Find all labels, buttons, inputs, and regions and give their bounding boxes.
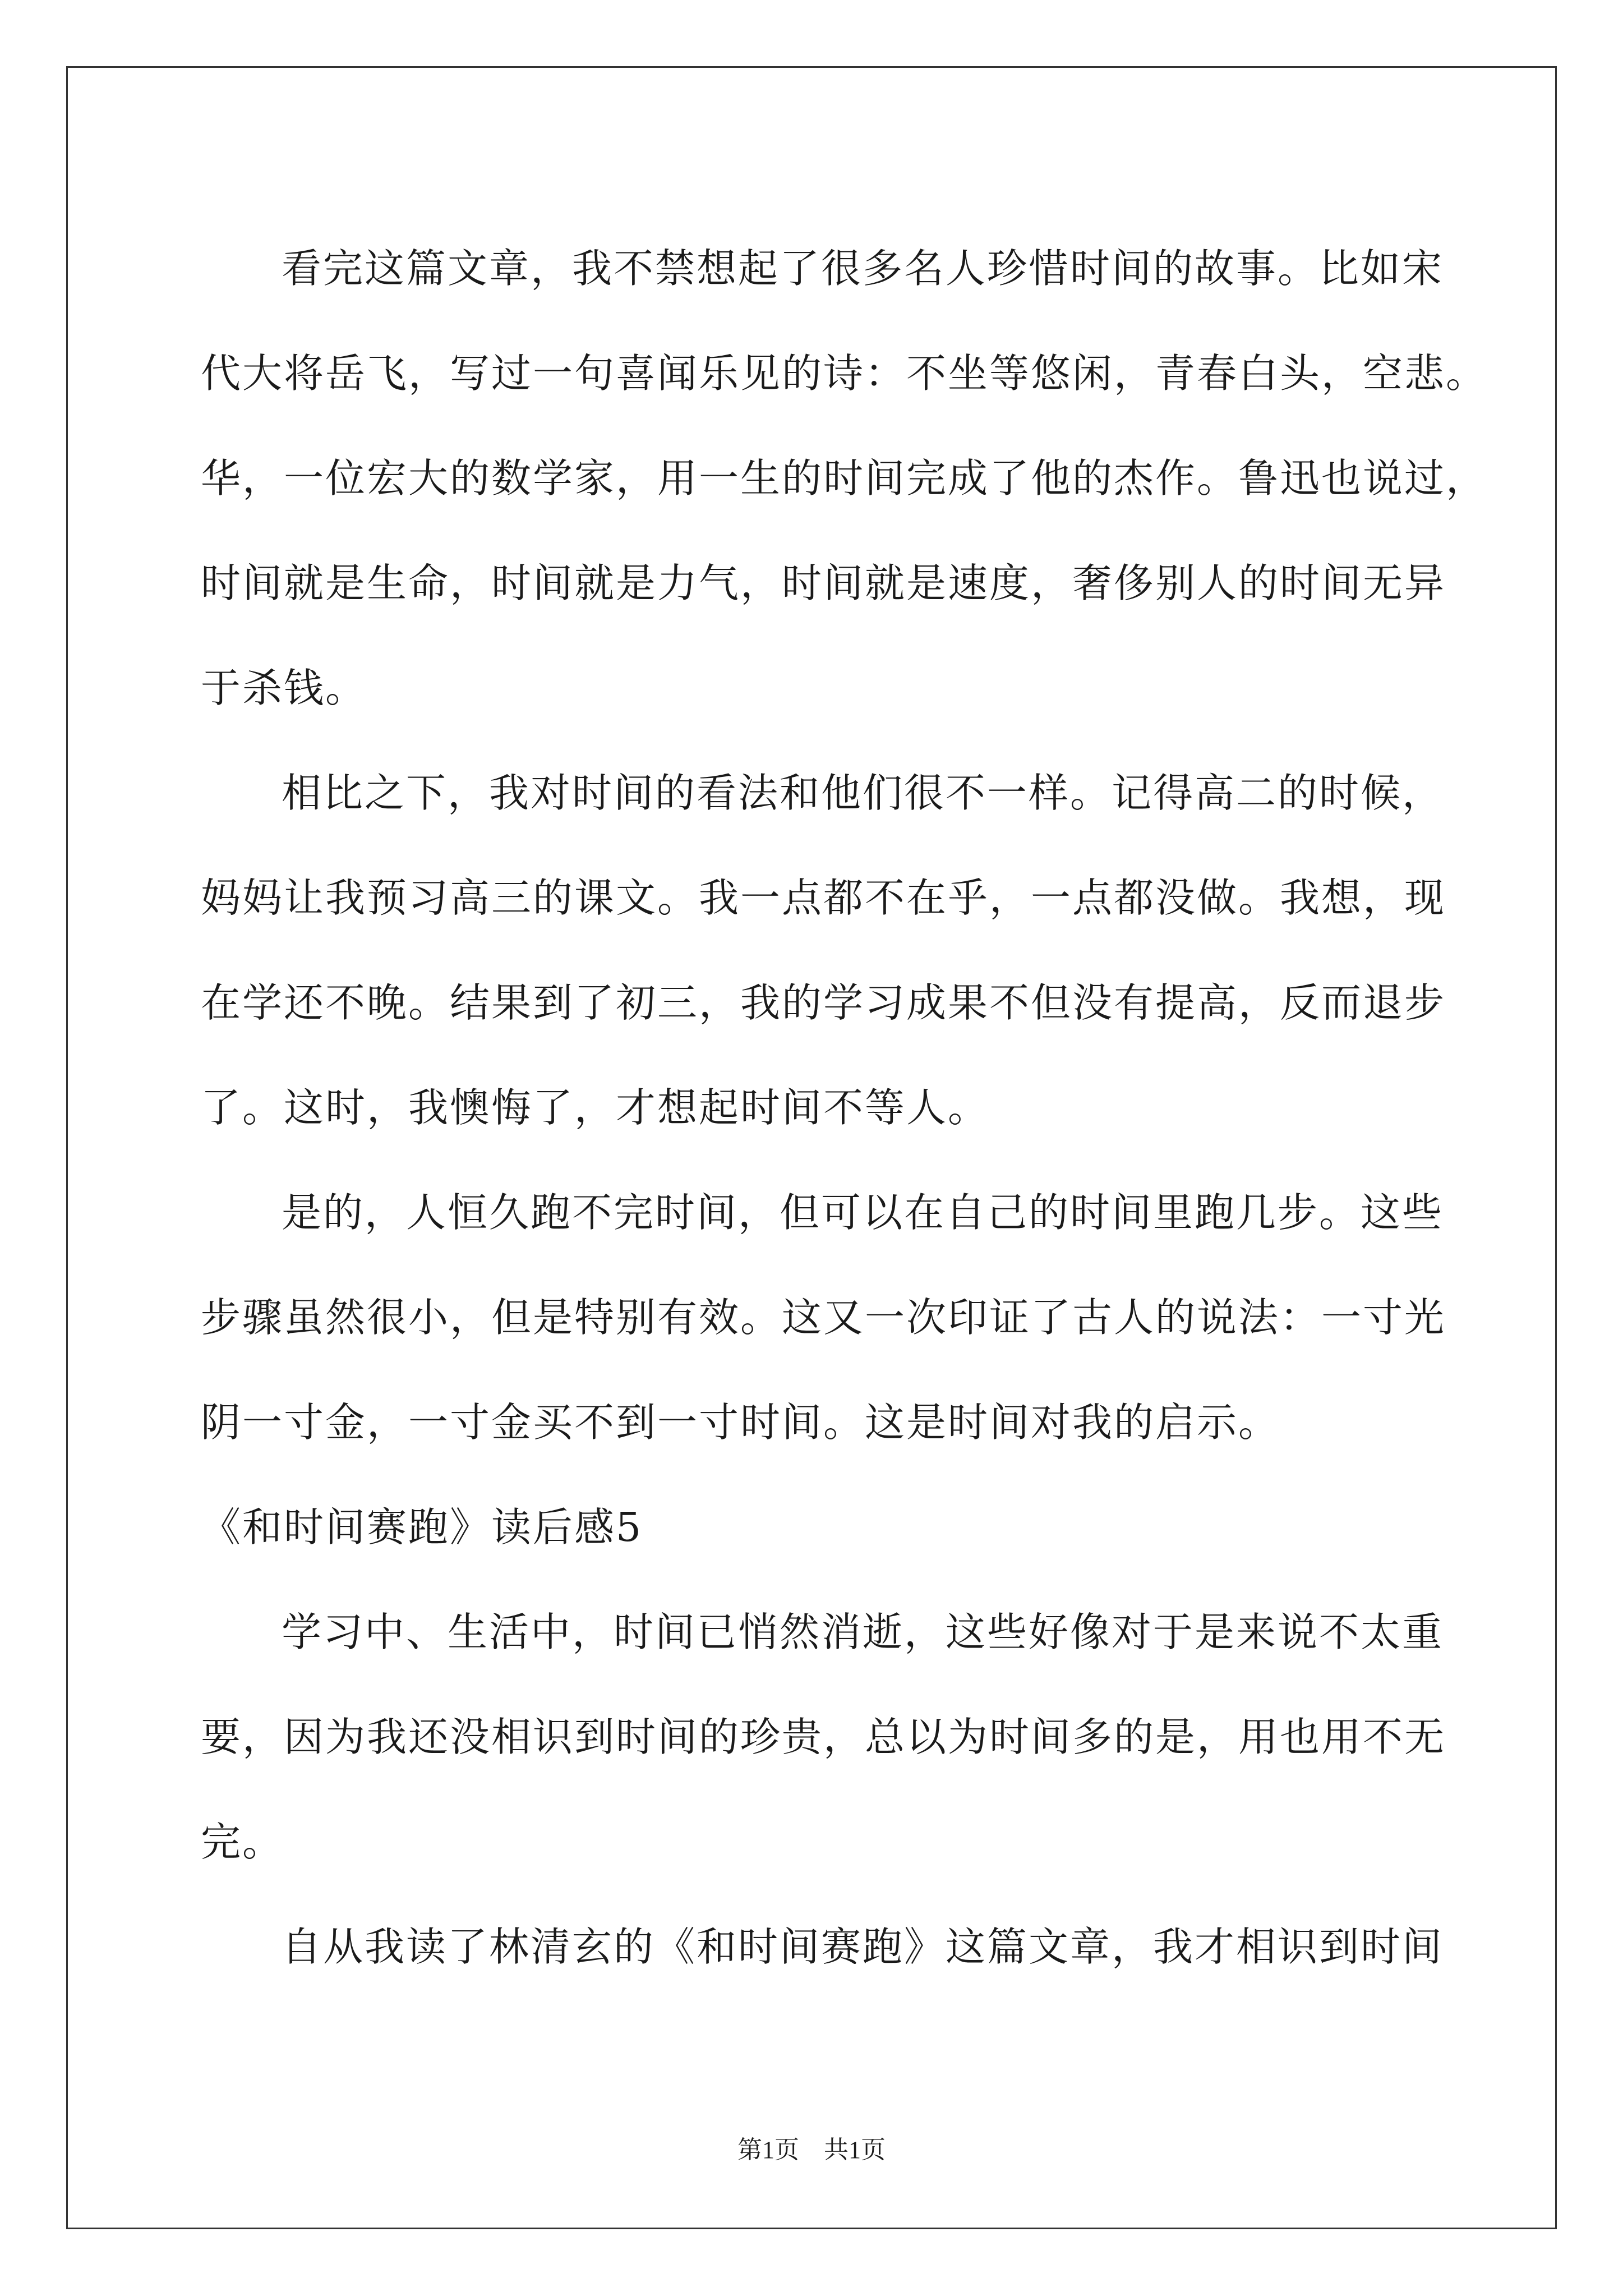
text-line: 华，一位宏大的数学家，用一生的时间完成了他的杰作。鲁迅也说过， <box>201 455 1488 501</box>
text-line: 时间就是生命，时间就是力气，时间就是速度，奢侈别人的时间无异 <box>201 560 1446 606</box>
text-line: 是的，人恒久跑不完时间，但可以在自己的时间里跑几步。这些 <box>282 1189 1444 1236</box>
document-body <box>201 216 1488 1999</box>
text-line: 相比之下，我对时间的看法和他们很不一样。记得高二的时候， <box>282 770 1444 816</box>
text-line: 代大将岳飞，写过一句喜闻乐见的诗：不坐等悠闲，青春白头，空悲。 <box>201 350 1488 397</box>
text-line: 看完这篇文章，我不禁想起了很多名人珍惜时间的故事。比如宋 <box>282 245 1444 292</box>
text-line: 步骤虽然很小，但是特别有效。这又一次印证了古人的说法：一寸光 <box>201 1294 1446 1341</box>
text-line: 了。这时，我懊悔了，才想起时间不等人。 <box>201 1084 990 1131</box>
section-heading: 《和时间赛跑》读后感5 <box>201 1504 643 1550</box>
text-line: 学习中、生活中，时间已悄然消逝，这些好像对于是来说不太重 <box>282 1609 1444 1655</box>
text-line: 阴一寸金，一寸金买不到一寸时间。这是时间对我的启示。 <box>201 1399 1280 1446</box>
text-line: 要，因为我还没相识到时间的珍贵，总以为时间多的是，用也用不无 <box>201 1714 1446 1760</box>
page-total: 共1页 <box>824 2136 886 2164</box>
text-line: 妈妈让我预习高三的课文。我一点都不在乎，一点都没做。我想，现 <box>201 875 1446 921</box>
text-line: 自从我读了林清玄的《和时间赛跑》这篇文章，我才相识到时间 <box>282 1924 1444 1970</box>
text-line: 在学还不晚。结果到了初三，我的学习成果不但没有提高，反而退步 <box>201 979 1446 1026</box>
text-line: 于杀钱。 <box>201 665 367 711</box>
page-footer <box>0 2134 1623 2166</box>
text-line: 完。 <box>201 1819 284 1865</box>
page-number: 第1页 <box>737 2136 799 2164</box>
